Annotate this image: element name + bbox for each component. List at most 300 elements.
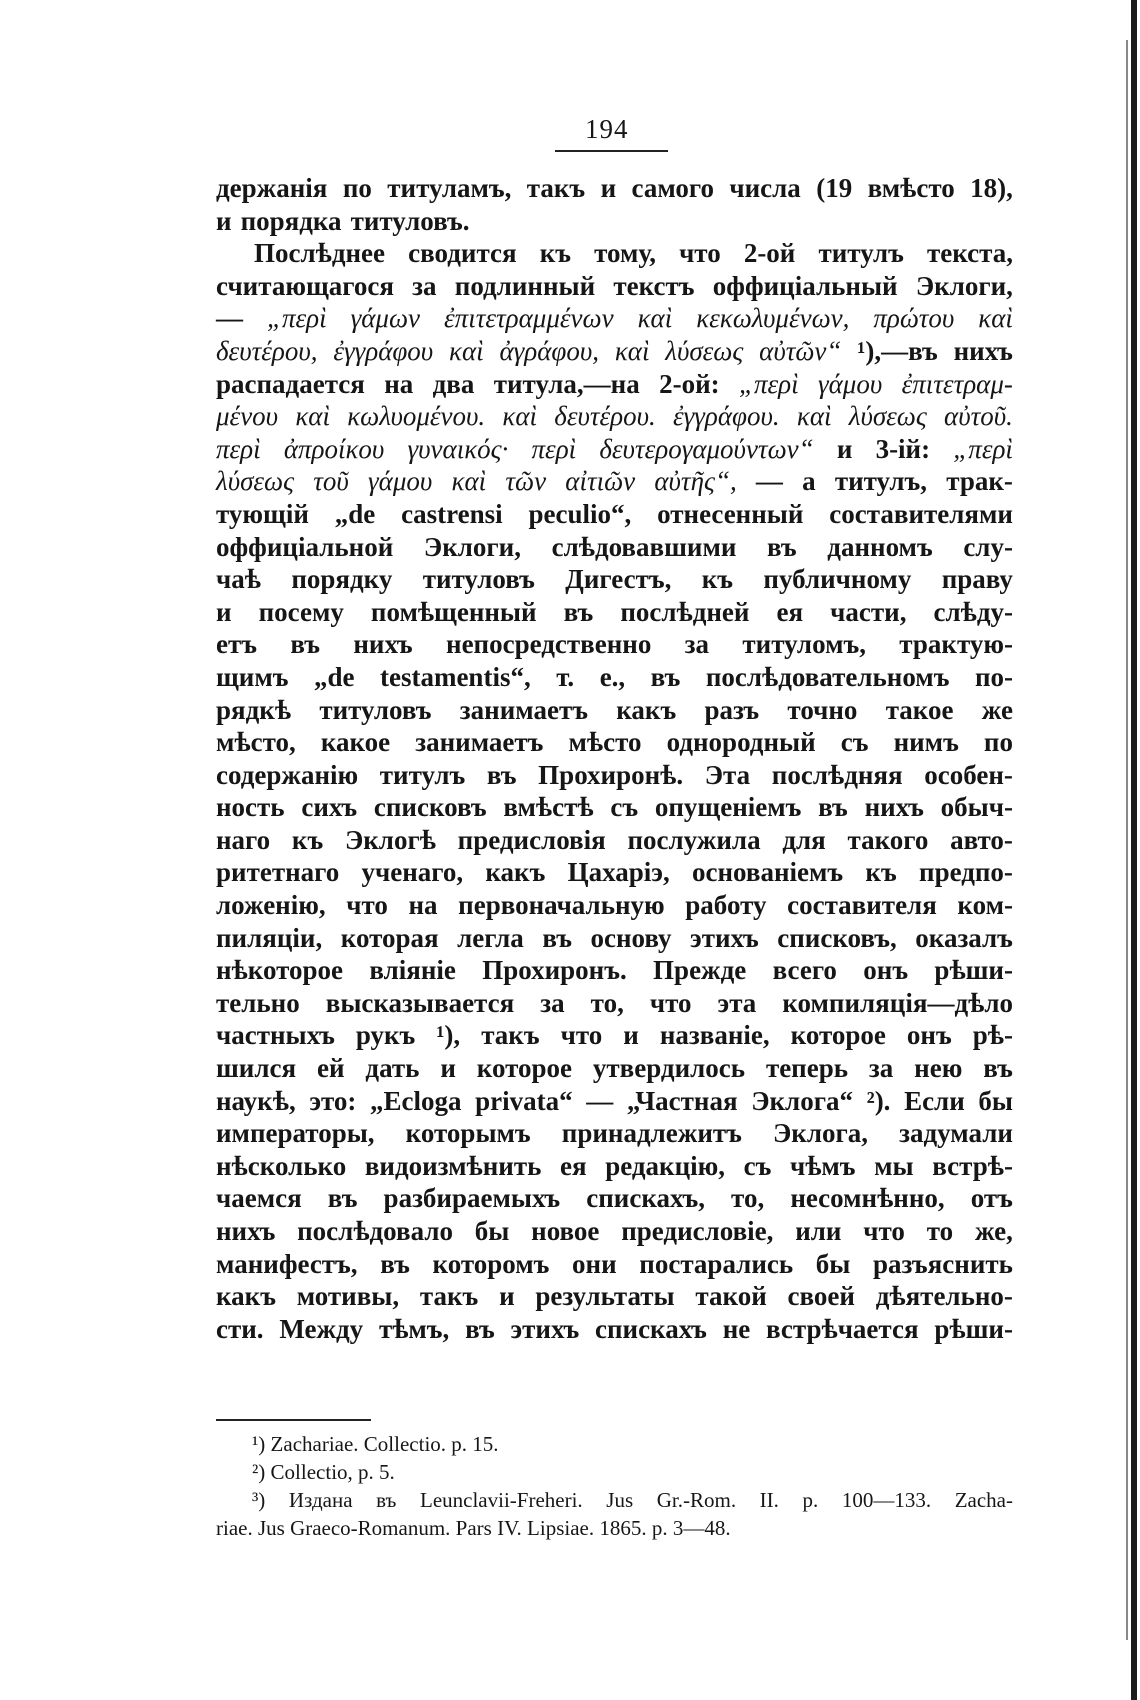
word: αὐτοῦ.: [944, 401, 1013, 432]
word: слѣду-: [933, 596, 1013, 627]
word: πρώτου: [873, 303, 955, 334]
word: рѣши-: [934, 1313, 1013, 1344]
word: эта: [717, 987, 757, 1018]
word: по-: [974, 661, 1013, 692]
word: мѣсто,: [216, 727, 296, 758]
text-line: [216, 726, 1013, 759]
word: держанія: [216, 173, 328, 203]
word: въ: [563, 596, 594, 627]
word: въ: [818, 792, 848, 823]
word: несомнѣнно,: [790, 1183, 945, 1214]
word: за: [412, 270, 437, 301]
word: разъ: [704, 694, 760, 725]
word: спискахъ: [594, 1313, 707, 1344]
word: γυναικός·: [407, 433, 509, 464]
text-line: [216, 172, 1013, 205]
word: подлинный: [454, 270, 596, 301]
word: которое: [476, 1053, 573, 1084]
word: или: [795, 1216, 842, 1246]
word: разъяснить: [873, 1248, 1013, 1279]
word: вмѣстѣ: [503, 792, 594, 823]
text-line: [216, 270, 1013, 303]
word: castrensi: [401, 498, 503, 529]
word: καὶ: [614, 335, 650, 366]
word: „περὶ: [953, 433, 1013, 464]
word: (19: [816, 173, 853, 203]
word: такой: [695, 1281, 767, 1312]
footnote: riae. Jus Graeco-Romanum. Pars IV. Lipsiae. 1865. p. 3—48.: [216, 1516, 731, 1540]
word: чѣмъ: [789, 1150, 856, 1181]
word: 3-ій:: [875, 433, 931, 464]
word: —: [216, 303, 243, 334]
word: шился: [216, 1053, 297, 1084]
word: къ: [701, 564, 734, 595]
word: λύσεως: [665, 335, 744, 366]
word: Gr.-Rom.: [656, 1488, 737, 1512]
word: считающагося: [216, 270, 394, 301]
word: δευτέρου.: [554, 401, 656, 432]
word: титуламъ,: [387, 173, 512, 203]
word: съ: [840, 727, 869, 758]
word: γάμου: [368, 466, 433, 497]
word: нихъ: [953, 335, 1013, 366]
word: текста,: [927, 238, 1013, 269]
word: особен-: [924, 759, 1013, 790]
word: 100—133.: [841, 1488, 932, 1512]
word: это:: [309, 1085, 357, 1116]
word: такого: [847, 824, 929, 855]
text-line: [216, 856, 1013, 889]
word: авто-: [950, 824, 1013, 855]
word: и: [216, 596, 232, 627]
word: слѣдовавшими: [551, 531, 737, 562]
text-line: [216, 1085, 1013, 1118]
word: и: [836, 433, 853, 464]
word: мотивы,: [296, 1281, 400, 1312]
word: а: [802, 466, 816, 497]
word: титулъ,: [834, 466, 928, 497]
word: ложенію,: [216, 890, 326, 921]
text-line: [216, 922, 1013, 955]
word: чаемся: [216, 1183, 302, 1214]
word: ²).: [866, 1085, 891, 1116]
word: „Ecloga: [370, 1085, 462, 1116]
word: καὶ: [502, 401, 538, 432]
word: титуловъ: [422, 564, 535, 595]
word: что: [560, 1020, 603, 1051]
word: же: [981, 694, 1013, 725]
word: γάμου: [817, 368, 883, 399]
word: постарались: [639, 1248, 794, 1279]
word: нихъ: [864, 792, 924, 823]
word: за: [868, 1053, 894, 1084]
word: за: [540, 987, 565, 1018]
word: составителя: [787, 890, 937, 921]
word: съ: [743, 1150, 772, 1181]
word: этихъ: [690, 922, 759, 953]
word: къ: [539, 238, 572, 269]
word: p.: [802, 1488, 819, 1512]
word: какое: [320, 727, 391, 758]
word: задумали: [899, 1118, 1013, 1149]
word: peculio“,: [528, 498, 632, 529]
word: Прежде: [653, 955, 747, 986]
word: чаѣ: [216, 564, 261, 595]
word: ность: [216, 792, 285, 823]
word: текстъ: [613, 270, 695, 301]
word: какъ: [485, 857, 546, 888]
footnotes: [216, 1430, 1013, 1542]
text-line: [216, 759, 1013, 792]
word: то: [926, 1216, 954, 1246]
word: сихъ: [301, 792, 358, 823]
word: непосредственно: [446, 629, 652, 660]
word: предисловія: [457, 824, 606, 855]
word: ритетнаго: [216, 857, 340, 888]
word: сти.: [216, 1313, 264, 1344]
word: послужила: [627, 824, 761, 855]
word: Эклоги,: [423, 531, 521, 562]
word: Прохиронѣ.: [538, 759, 684, 790]
word: оффиціальный: [712, 270, 898, 301]
word: первоначальную: [458, 890, 665, 921]
footnote: ¹) Zachariae. Collectio. p. 15.: [252, 1432, 499, 1456]
word: ἐγγράφου: [333, 335, 434, 366]
word: ей: [316, 1053, 345, 1084]
word: что: [863, 1216, 905, 1246]
word: λύσεως: [848, 401, 927, 432]
word: какъ: [216, 1281, 276, 1312]
word: καὶ: [295, 401, 330, 432]
word: Послѣднее: [254, 238, 386, 269]
text-line: [216, 987, 1013, 1020]
word: къ: [291, 824, 324, 855]
word: γάμων: [350, 303, 421, 334]
word: въ: [290, 629, 320, 660]
word: редакцію,: [605, 1150, 726, 1181]
word: 2-ой: [743, 238, 796, 269]
word: такъ: [419, 1281, 479, 1312]
word: два: [432, 368, 475, 399]
word: занимаетъ: [459, 694, 588, 725]
word: отнесенный: [657, 498, 804, 529]
footnote: ²) Collectio, p. 5.: [252, 1460, 395, 1484]
word: Jus: [606, 1488, 634, 1512]
word: къ: [865, 857, 897, 888]
word: и: [216, 205, 232, 236]
word: въ: [650, 661, 681, 692]
word: ἐπιτετραμμένων: [444, 303, 614, 334]
word: нихъ: [216, 1216, 276, 1246]
word: и: [440, 1053, 456, 1084]
word: „περὶ: [738, 368, 799, 399]
word: Zacha-: [954, 1488, 1013, 1512]
word: Между: [279, 1313, 364, 1344]
word: II.: [759, 1488, 779, 1512]
text-line: [216, 954, 1013, 987]
word: нею: [914, 1053, 963, 1084]
word: бы: [474, 1216, 510, 1246]
word: въ: [486, 759, 517, 790]
text-line: [216, 791, 1013, 824]
word: Leunclavii-Freheri.: [420, 1488, 583, 1512]
word: λύσεως: [216, 466, 295, 497]
word: „περὶ: [266, 303, 327, 334]
word: титуловъ.: [350, 205, 470, 236]
word: етъ: [216, 629, 257, 660]
body-text: [216, 172, 1013, 1345]
word: по: [342, 173, 372, 203]
word: καὶ: [449, 335, 484, 366]
word: и: [600, 173, 617, 203]
word: такъ: [481, 1020, 540, 1051]
word: части,: [830, 596, 907, 627]
word: рѣши-: [934, 955, 1013, 986]
word: которая: [340, 922, 439, 953]
word: манифестъ,: [216, 1248, 358, 1279]
word: κεκωλυμένων,: [696, 303, 850, 334]
word: αὐτῶν“: [759, 335, 842, 366]
word: самого: [631, 173, 714, 203]
word: отъ: [970, 1183, 1013, 1214]
word: видоизмѣнить: [364, 1150, 542, 1181]
word: δευτερογαμούντων“: [599, 433, 814, 464]
word: пиляціи,: [216, 922, 323, 953]
word: разбираемыхъ: [383, 1183, 561, 1214]
word: рукъ: [355, 1020, 416, 1051]
word: послѣдняя: [771, 759, 903, 790]
word: Эклога,: [773, 1118, 869, 1149]
word: αὐτῆς“,: [654, 466, 737, 497]
word: мы: [874, 1150, 914, 1181]
word: которое: [790, 1020, 886, 1051]
word: ³): [252, 1488, 266, 1512]
word: они: [572, 1248, 617, 1279]
word: нѣсколько: [216, 1150, 347, 1181]
word: testamentis“,: [379, 661, 531, 692]
footnote: [216, 1486, 1013, 1514]
word: тельно: [216, 987, 300, 1018]
word: въ: [327, 1183, 358, 1214]
word: занимаетъ: [415, 727, 544, 758]
word: порядку: [291, 564, 393, 595]
word: въ: [542, 922, 572, 953]
word: ¹),: [436, 1020, 461, 1051]
text-line: [216, 694, 1013, 727]
book-spine-shadow: [1131, 0, 1137, 1700]
word: содержанію: [216, 759, 359, 790]
word: въ: [465, 1313, 495, 1344]
word: Цахаріэ,: [567, 857, 670, 888]
word: и: [623, 1020, 639, 1051]
word: ¹),—въ: [857, 335, 938, 366]
word: спискахъ,: [586, 1183, 705, 1214]
word: обыч-: [940, 792, 1013, 823]
word: τῶν: [505, 466, 547, 497]
word: же,: [974, 1216, 1013, 1246]
word: рядкѣ: [216, 694, 292, 725]
word: какъ: [616, 694, 677, 725]
word: и: [499, 1281, 515, 1312]
word: легла: [457, 922, 524, 953]
word: въ: [767, 531, 797, 562]
word: —: [586, 1085, 614, 1116]
word: списковъ: [373, 792, 487, 823]
word: καὶ: [451, 466, 487, 497]
word: то,: [731, 1183, 765, 1214]
word: Если: [904, 1085, 965, 1116]
footnote-rule: [216, 1419, 371, 1421]
word: онъ: [906, 1020, 952, 1051]
word: принадлежитъ: [561, 1118, 742, 1149]
word: щимъ: [216, 661, 289, 692]
word: рѣ-: [972, 1020, 1013, 1051]
word: по: [983, 727, 1013, 758]
word: слу-: [963, 531, 1013, 562]
text-line: [216, 1117, 1013, 1150]
word: титулъ: [818, 238, 904, 269]
text-line: [216, 1313, 1013, 1346]
word: онъ: [863, 955, 909, 986]
text-line: [216, 335, 1013, 368]
word: публичному: [763, 564, 912, 595]
word: т.: [556, 661, 575, 692]
word: нѣкоторое: [216, 955, 344, 986]
page-number-rule: [555, 150, 668, 152]
word: высказывается: [325, 987, 515, 1018]
text-line: [216, 1182, 1013, 1215]
word: ком-: [957, 890, 1013, 921]
word: съ: [610, 792, 639, 823]
text-line: [216, 1280, 1013, 1313]
word: то,: [590, 987, 624, 1018]
text-line: [216, 889, 1013, 922]
word: числа: [729, 173, 801, 203]
word: порядка: [240, 205, 342, 236]
text-line: [216, 1215, 1013, 1248]
word: наукѣ,: [216, 1085, 296, 1116]
word: въ: [380, 1248, 410, 1279]
book-edge-line: [1126, 40, 1128, 1640]
word: сводится: [408, 238, 517, 269]
word: въ: [983, 1053, 1013, 1084]
word: καὶ: [637, 303, 673, 334]
word: нихъ: [353, 629, 413, 660]
word: составителями: [829, 498, 1013, 529]
text-line: [216, 531, 1013, 564]
text-line: [216, 628, 1013, 661]
word: тующій: [216, 498, 309, 529]
word: частныхъ: [216, 1020, 335, 1051]
page-number: 194: [585, 114, 629, 144]
word: въ: [376, 1488, 397, 1512]
word: „de: [334, 498, 376, 529]
text-line: [216, 1052, 1013, 1085]
word: —: [755, 466, 783, 497]
text-line: [216, 661, 1013, 694]
word: посему: [258, 596, 344, 627]
word: предисловіе,: [621, 1216, 774, 1246]
word: Прохиронъ.: [482, 955, 627, 986]
word: которомъ: [432, 1248, 550, 1279]
word: однородный: [666, 727, 816, 758]
word: περὶ: [216, 433, 261, 464]
word: Эклогѣ: [344, 824, 436, 855]
word: тѣмъ,: [378, 1313, 450, 1344]
word: ученаго,: [361, 857, 464, 888]
word: δευτέρου,: [216, 335, 318, 366]
word: „de: [313, 661, 355, 692]
word: оказалъ: [915, 922, 1013, 953]
word: τοῦ: [313, 466, 349, 497]
text-line: [216, 596, 1013, 629]
text-line: [216, 824, 1013, 857]
word: вмѣсто: [867, 173, 955, 203]
word: ея: [776, 596, 804, 627]
word: опущеніемъ: [654, 792, 802, 823]
word: компиляція—дѣло: [782, 987, 1013, 1018]
word: ея: [560, 1150, 587, 1181]
word: новое: [531, 1216, 600, 1246]
word: встрѣ-: [932, 1150, 1013, 1181]
word: что: [346, 890, 388, 921]
word: такое: [885, 694, 954, 725]
word: на: [384, 368, 414, 399]
word: Эклога“: [751, 1085, 853, 1116]
word: Эклоги,: [915, 270, 1013, 301]
word: послѣдовательномъ: [705, 661, 950, 692]
word: καὶ: [796, 401, 832, 432]
text-line: [216, 465, 1013, 498]
text-line: [216, 205, 1013, 238]
word: для: [782, 824, 826, 855]
word: списковъ,: [777, 922, 897, 953]
word: послѣдней: [620, 596, 750, 627]
word: теперь: [765, 1053, 849, 1084]
word: послѣдовало: [297, 1216, 453, 1246]
text-line: [216, 1019, 1013, 1052]
word: 2-ой:: [659, 368, 720, 399]
word: ἀπροίκου: [283, 433, 385, 464]
word: императоры,: [216, 1118, 375, 1149]
word: всего: [772, 955, 837, 986]
text-line: [216, 368, 1013, 401]
word: этихъ: [510, 1313, 580, 1344]
word: 18),: [970, 173, 1013, 203]
word: основу: [590, 922, 672, 953]
word: титуловъ: [319, 694, 432, 725]
word: αἰτιῶν: [565, 466, 636, 497]
word: своей: [787, 1281, 855, 1312]
text-line: [216, 433, 1013, 466]
word: ἀγράφου,: [499, 335, 599, 366]
word: титулъ: [379, 759, 466, 790]
word: нимъ: [893, 727, 959, 758]
word: ἐγγράφου.: [673, 401, 780, 432]
word: результаты: [535, 1281, 675, 1312]
word: утвердилось: [592, 1053, 746, 1084]
word: тому,: [594, 238, 656, 269]
word: бы: [978, 1085, 1013, 1116]
word: что: [679, 238, 721, 269]
word: названіе,: [659, 1020, 770, 1051]
word: праву: [941, 564, 1013, 595]
word: что: [649, 987, 692, 1018]
word: встрѣчается: [766, 1313, 919, 1344]
word: Дигестъ,: [565, 564, 672, 595]
word: privata“: [475, 1085, 573, 1116]
text-line: [216, 237, 1013, 270]
